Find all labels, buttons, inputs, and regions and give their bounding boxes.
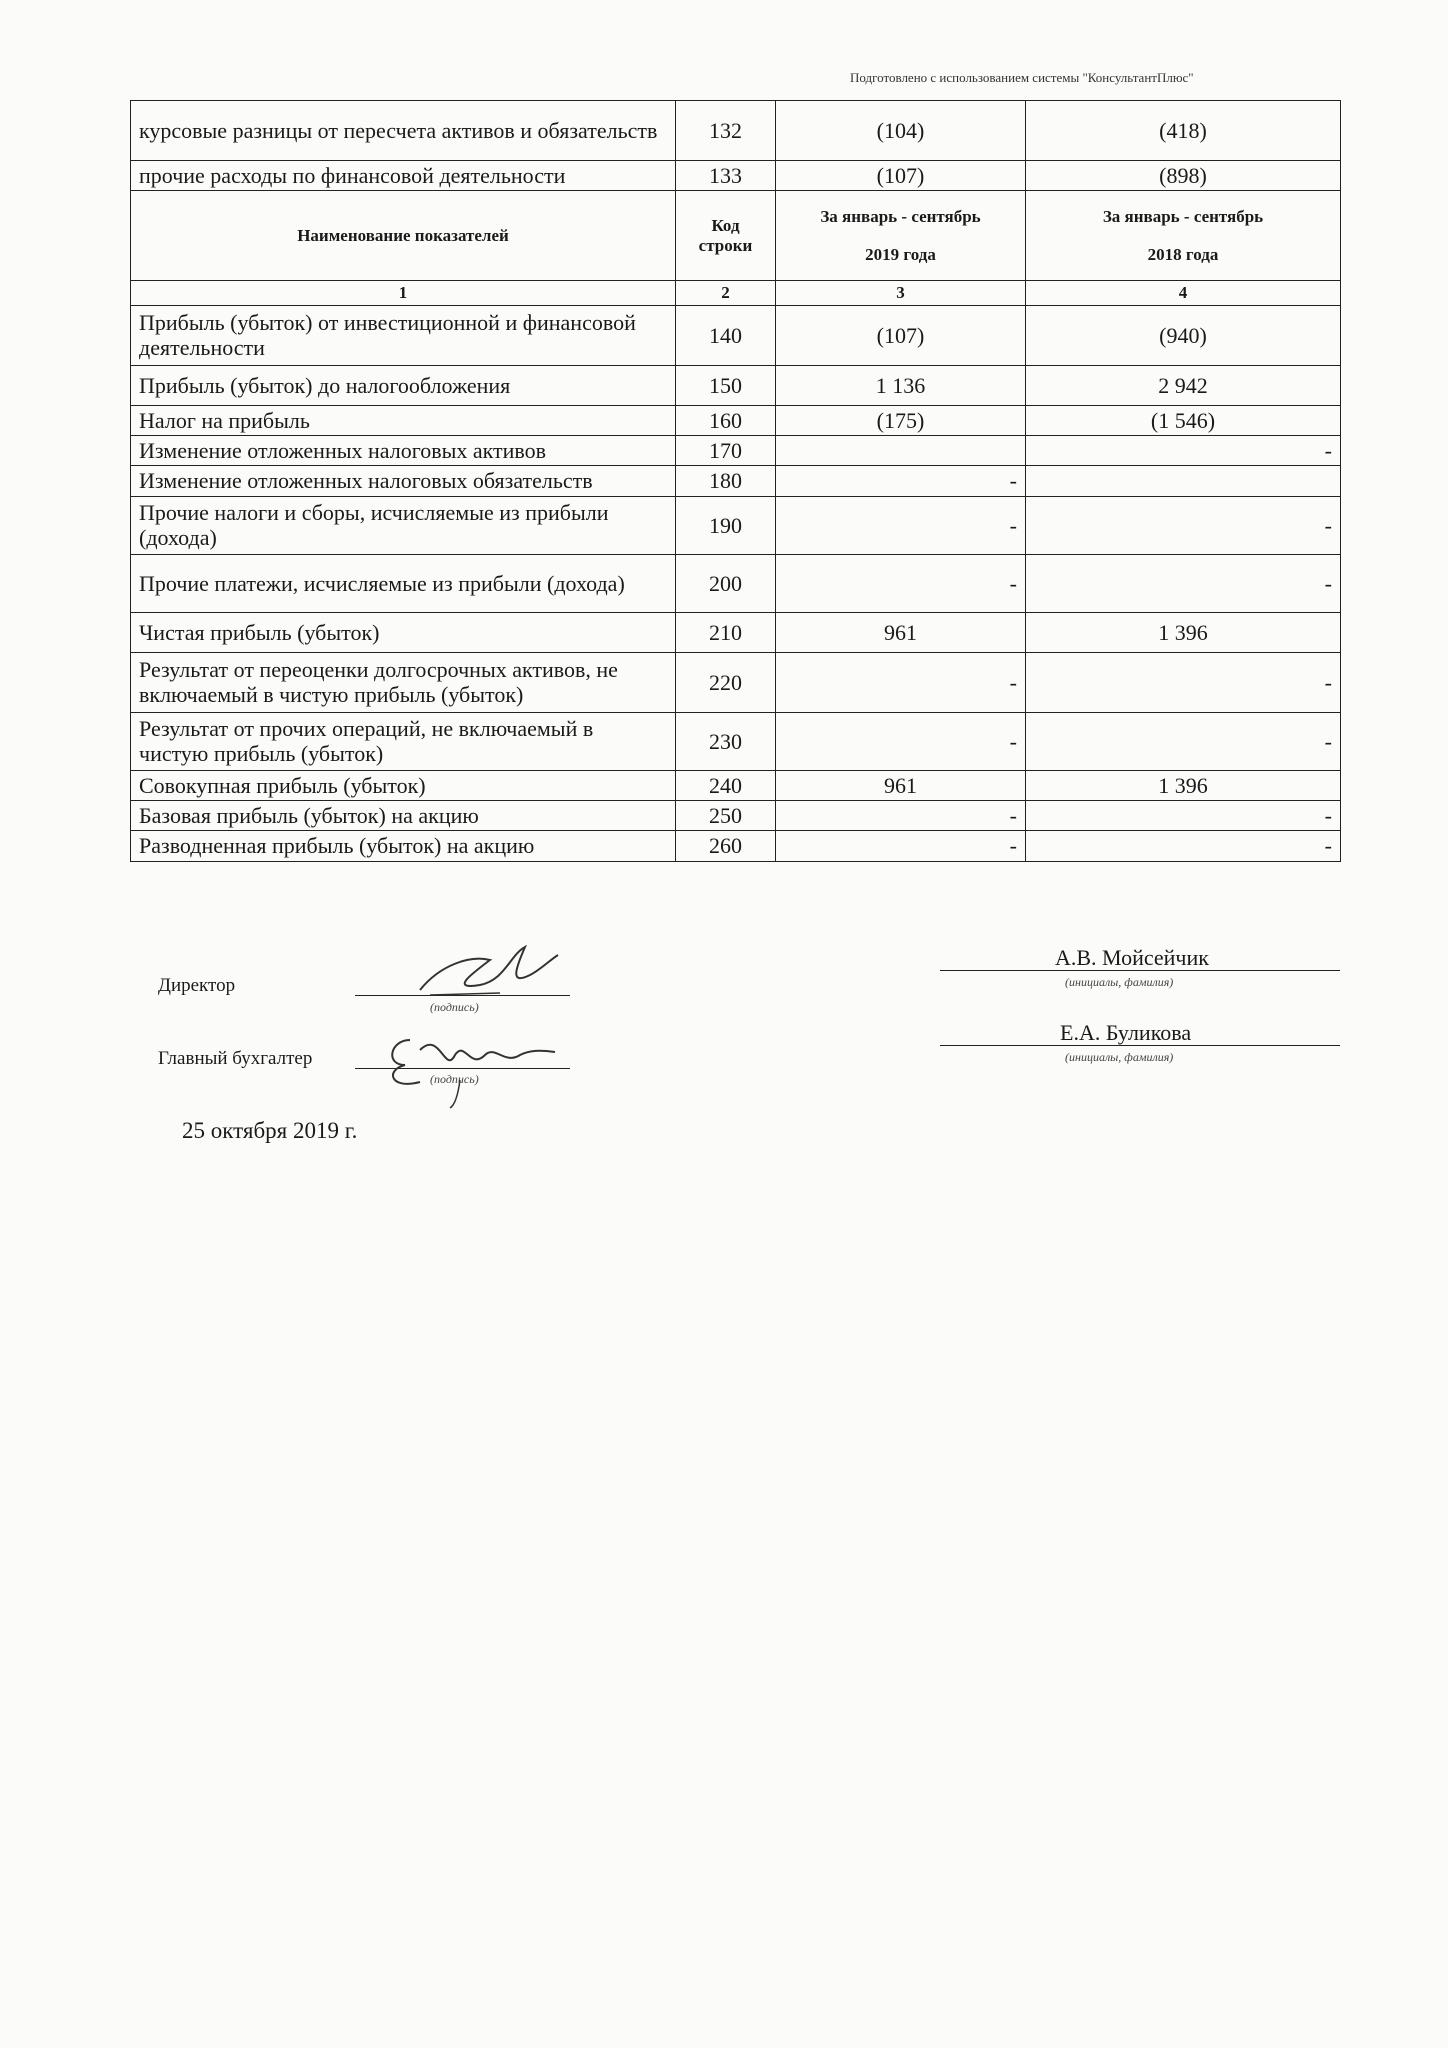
- row-value-2018: (898): [1026, 161, 1341, 191]
- table-row: [131, 101, 1341, 161]
- row-value-2019: -: [776, 466, 1026, 496]
- table-row: [131, 365, 1341, 405]
- row-value-2018: -: [1026, 554, 1341, 612]
- row-value-2018: -: [1026, 436, 1341, 466]
- row-code: 180: [676, 466, 776, 496]
- table-row: [131, 612, 1341, 652]
- row-value-2019: 1 136: [776, 365, 1026, 405]
- table-row: [131, 652, 1341, 712]
- row-name: прочие расходы по финансовой деятельности: [131, 161, 676, 191]
- header-note: Подготовлено с использованием системы "КонсультантПлюс": [850, 70, 1194, 85]
- row-value-2018: [1026, 466, 1341, 496]
- table-row: [131, 831, 1341, 861]
- col-number-3: 3: [776, 281, 1026, 306]
- row-code: 210: [676, 612, 776, 652]
- row-value-2019: (107): [776, 305, 1026, 365]
- row-code: 150: [676, 365, 776, 405]
- row-value-2018: -: [1026, 496, 1341, 554]
- accountant-signature-scribble: [370, 1020, 560, 1110]
- header-period-2019-line2: 2019 года: [865, 244, 936, 264]
- accountant-sign-caption: (подпись): [430, 1072, 479, 1086]
- row-value-2018: 1 396: [1026, 770, 1341, 800]
- table-header-row: [131, 191, 1341, 281]
- row-value-2019: 961: [776, 612, 1026, 652]
- row-code: 230: [676, 712, 776, 770]
- director-name-line: [940, 970, 1340, 971]
- row-value-2018: (1 546): [1026, 405, 1341, 435]
- row-code: 260: [676, 831, 776, 861]
- col-number-1: 1: [131, 281, 676, 306]
- col-number-2: 2: [676, 281, 776, 306]
- director-name: А.В. Мойсейчик: [1055, 945, 1209, 970]
- table-row: [131, 436, 1341, 466]
- row-value-2019: -: [776, 831, 1026, 861]
- header-period-2018: [1026, 191, 1341, 281]
- row-value-2019: [776, 436, 1026, 466]
- table-row: [131, 305, 1341, 365]
- accountant-name: Е.А. Буликова: [1060, 1020, 1192, 1045]
- table-row: [131, 712, 1341, 770]
- row-code: 140: [676, 305, 776, 365]
- row-value-2019: -: [776, 801, 1026, 831]
- document-date: 25 октября 2019 г.: [182, 1118, 358, 1143]
- row-code: 132: [676, 101, 776, 161]
- row-name: Разводненная прибыль (убыток) на акцию: [131, 831, 676, 861]
- table-row: [131, 161, 1341, 191]
- row-value-2018: -: [1026, 712, 1341, 770]
- row-name: Базовая прибыль (убыток) на акцию: [131, 801, 676, 831]
- row-name: Прочие платежи, исчисляемые из прибыли (дохода): [131, 554, 676, 612]
- accountant-name-caption: (инициалы, фамилия): [1065, 1050, 1174, 1064]
- row-value-2018: (418): [1026, 101, 1341, 161]
- financial-report-table: [130, 100, 1341, 862]
- row-name: Прибыль (убыток) до налогообложения: [131, 365, 676, 405]
- header-code: Код строки: [676, 191, 776, 281]
- header-name: Наименование показателей: [131, 191, 676, 281]
- accountant-label: Главный бухгалтер: [158, 1048, 313, 1069]
- row-code: 250: [676, 801, 776, 831]
- table-row: [131, 496, 1341, 554]
- row-value-2018: -: [1026, 801, 1341, 831]
- director-signature-scribble: [410, 935, 560, 1005]
- row-name: Чистая прибыль (убыток): [131, 612, 676, 652]
- row-name: Прибыль (убыток) от инвестиционной и финансовой деятельности: [131, 305, 676, 365]
- row-value-2018: -: [1026, 831, 1341, 861]
- row-value-2019: (175): [776, 405, 1026, 435]
- table-row: [131, 770, 1341, 800]
- row-value-2019: -: [776, 554, 1026, 612]
- row-value-2019: -: [776, 712, 1026, 770]
- header-period-2018-line1: За январь - сентябрь: [1102, 207, 1264, 227]
- row-code: 190: [676, 496, 776, 554]
- col-number-4: 4: [1026, 281, 1341, 306]
- row-value-2019: (104): [776, 101, 1026, 161]
- row-name: Совокупная прибыль (убыток): [131, 770, 676, 800]
- table-row: [131, 405, 1341, 435]
- header-period-2019: [776, 191, 1026, 281]
- row-value-2019: -: [776, 652, 1026, 712]
- row-code: 133: [676, 161, 776, 191]
- row-code: 200: [676, 554, 776, 612]
- row-value-2019: 961: [776, 770, 1026, 800]
- header-period-2019-line1: За январь - сентябрь: [820, 207, 981, 227]
- row-name: Результат от переоценки долгосрочных активов, не включаемый в чистую прибыль (убыток): [131, 652, 676, 712]
- accountant-name-line: [940, 1045, 1340, 1046]
- row-value-2019: -: [776, 496, 1026, 554]
- row-code: 170: [676, 436, 776, 466]
- row-value-2018: 1 396: [1026, 612, 1341, 652]
- row-code: 240: [676, 770, 776, 800]
- table-row: [131, 466, 1341, 496]
- row-name: Изменение отложенных налоговых активов: [131, 436, 676, 466]
- row-value-2018: 2 942: [1026, 365, 1341, 405]
- row-code: 220: [676, 652, 776, 712]
- row-name: Налог на прибыль: [131, 405, 676, 435]
- row-name: Изменение отложенных налоговых обязательств: [131, 466, 676, 496]
- director-sign-caption: (подпись): [430, 1000, 479, 1014]
- row-value-2018: -: [1026, 652, 1341, 712]
- table-row: [131, 554, 1341, 612]
- header-period-2018-line2: 2018 года: [1147, 244, 1219, 264]
- row-value-2018: (940): [1026, 305, 1341, 365]
- column-numbers-row: [131, 281, 1341, 306]
- row-value-2019: (107): [776, 161, 1026, 191]
- row-name: курсовые разницы от пересчета активов и обязательств: [131, 101, 676, 161]
- row-name: Прочие налоги и сборы, исчисляемые из прибыли (дохода): [131, 496, 676, 554]
- row-code: 160: [676, 405, 776, 435]
- row-name: Результат от прочих операций, не включаемый в чистую прибыль (убыток): [131, 712, 676, 770]
- table-row: [131, 801, 1341, 831]
- director-name-caption: (инициалы, фамилия): [1065, 975, 1174, 989]
- director-label: Директор: [158, 975, 236, 996]
